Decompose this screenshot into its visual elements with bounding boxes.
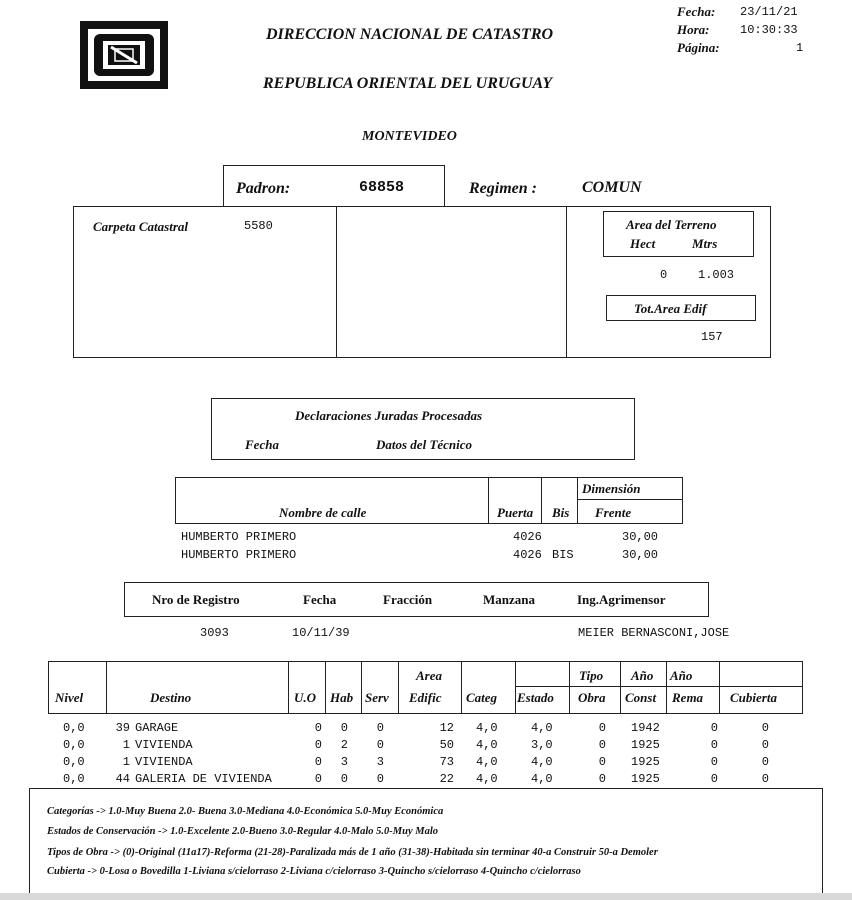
legend-box [29,788,823,896]
pagina-label: Página: [677,40,720,55]
manzana-label: Manzana [483,592,535,607]
constr-row-4-tipo: 0 [598,772,606,786]
legend-tipos-obra: Tipos de Obra -> (0)-Original (11a17)-Reforma (21-28)-Paralizada más de 1 año (31-38)-Habitada sin terminar 40-a Construir 50-a Demoler [47,847,658,858]
divider [325,661,326,714]
registro-fecha-value: 10/11/39 [292,626,350,640]
tipo-header: Tipo [579,668,604,683]
nivel-header: Nivel [55,690,84,705]
divider [666,661,667,714]
regimen-label: Regimen : [469,180,537,197]
estado-header: Estado [517,690,554,705]
fecha-label: Fecha: [677,4,716,19]
rema-anio-header: Año [670,668,693,683]
mtrs-value: 1.003 [698,268,735,282]
bis-label: Bis [552,505,570,520]
cubierta-header: Cubierta [730,690,777,705]
header-title-2: REPUBLICA ORIENTAL DEL URUGUAY [263,75,553,92]
mtrs-label: Mtrs [692,236,718,251]
hora-label: Hora: [677,22,710,37]
constr-row-1-area: 12 [439,721,454,735]
constr-row-1-cub: 0 [761,721,769,735]
divider [288,661,289,714]
constr-row-1-destino: GARAGE [135,721,179,735]
constr-row-2-nivel: 0,0 [63,738,85,752]
constr-row-4-destino: GALERIA DE VIVIENDA [135,772,272,786]
divider [515,661,516,714]
constr-row-4-rema: 0 [710,772,718,786]
divider [515,686,803,687]
constr-row-3-categ: 4,0 [476,755,498,769]
constr-row-3-uo: 0 [314,755,322,769]
categ-header: Categ [466,690,498,705]
constr-row-3-destino: VIVIENDA [135,755,193,769]
divider [577,477,578,524]
constr-row-1-rema: 0 [710,721,718,735]
divider [569,661,570,714]
constr-row-4-hab: 0 [340,772,348,786]
datos-tecnico-label: Datos del Técnico [376,437,473,452]
constr-row-2-uo: 0 [314,738,322,752]
declaraciones-title: Declaraciones Juradas Procesadas [295,408,483,423]
constr-row-3-const: 1925 [631,755,660,769]
calle-row-2-puerta: 4026 [513,548,542,562]
padron-label: Padron: [236,180,291,197]
dimension-label: Dimensión [582,481,641,496]
carpeta-value: 5580 [244,219,273,233]
legend-cubierta: Cubierta -> 0-Losa o Bovedilla 1-Liviana s/cielorraso 2-Liviana c/cielorraso 3-Quincho s/cielorraso 4-Quincho c/cielorraso [47,866,581,877]
constr-row-3-cub: 0 [761,755,769,769]
constr-row-2-estado: 3,0 [531,738,553,752]
destino-header: Destino [150,690,192,705]
carpeta-label: Carpeta Catastral [93,219,188,234]
divider [461,661,462,714]
hab-header: Hab [330,690,354,705]
calle-row-1-puerta: 4026 [513,530,542,544]
divider [106,661,107,714]
rema-header: Rema [672,690,704,705]
constr-row-3-rema: 0 [710,755,718,769]
constr-row-4-categ: 4,0 [476,772,498,786]
declaraciones-fecha-label: Fecha [245,437,279,452]
constr-row-2-area: 50 [439,738,454,752]
hect-value: 0 [660,268,668,282]
divider [398,661,399,714]
padron-value: 68858 [359,179,405,196]
catastro-logo [79,20,169,90]
frente-label: Frente [595,505,632,520]
constr-row-1-categ: 4,0 [476,721,498,735]
serv-header: Serv [365,690,389,705]
ing-agrimensor-label: Ing.Agrimensor [577,592,666,607]
divider [566,206,567,358]
constr-row-4-cub: 0 [761,772,769,786]
divider [361,661,362,714]
bottom-scrollbar[interactable] [0,893,852,900]
nro-registro-value: 3093 [200,626,229,640]
fraccion-label: Fracción [383,592,433,607]
constr-row-1-hab: 0 [340,721,348,735]
header-title-1: DIRECCION NACIONAL DE CATASTRO [266,26,554,43]
divider [577,499,683,500]
constr-row-4-uo: 0 [314,772,322,786]
constr-row-2-serv: 0 [376,738,384,752]
hora-value: 10:30:33 [740,23,798,37]
legend-categorias: Categorías -> 1.0-Muy Buena 2.0- Buena 3.0-Mediana 4.0-Económica 5.0-Muy Económica [47,806,444,817]
constr-row-2-cod: 1 [122,738,130,752]
edific-header: Edific [409,690,442,705]
tot-area-label: Tot.Area Edif [634,301,707,316]
regimen-value: COMUN [582,179,642,196]
constr-row-3-estado: 4,0 [531,755,553,769]
divider [719,661,720,714]
constr-row-4-const: 1925 [631,772,660,786]
obra-header: Obra [578,690,606,705]
constr-row-4-serv: 0 [376,772,384,786]
constr-row-1-nivel: 0,0 [63,721,85,735]
constr-row-4-estado: 4,0 [531,772,553,786]
constr-row-3-cod: 1 [122,755,130,769]
ing-agrimensor-value: MEIER BERNASCONI,JOSE [578,626,730,640]
divider [620,661,621,714]
constr-row-3-tipo: 0 [598,755,606,769]
constr-row-2-categ: 4,0 [476,738,498,752]
fecha-value: 23/11/21 [740,5,798,19]
const-header: Const [625,690,657,705]
constr-row-2-rema: 0 [710,738,718,752]
calle-row-2-bis: BIS [552,548,574,562]
constr-row-3-hab: 3 [340,755,348,769]
anio-header: Año [631,668,654,683]
area-header: Area [416,668,442,683]
constr-row-2-const: 1925 [631,738,660,752]
city-title: MONTEVIDEO [362,129,457,144]
constr-row-3-area: 73 [439,755,454,769]
calle-row-2-frente: 30,00 [622,548,659,562]
nombre-calle-label: Nombre de calle [279,505,367,520]
tot-area-value: 157 [701,330,723,344]
legend-estados: Estados de Conservación -> 1.0-Excelente 2.0-Bueno 3.0-Regular 4.0-Malo 5.0-Muy Malo [47,826,438,837]
puerta-label: Puerta [497,505,534,520]
constr-row-2-hab: 2 [340,738,348,752]
constr-row-1-uo: 0 [314,721,322,735]
divider [488,477,489,524]
calle-row-1-frente: 30,00 [622,530,659,544]
area-terreno-label: Area del Terreno [626,217,717,232]
registro-fecha-label: Fecha [303,592,337,607]
constr-row-2-destino: VIVIENDA [135,738,193,752]
calle-row-1-nombre: HUMBERTO PRIMERO [181,530,297,544]
constr-row-1-cod: 39 [115,721,130,735]
constr-row-1-const: 1942 [631,721,660,735]
constr-row-3-nivel: 0,0 [63,755,85,769]
constr-row-4-cod: 44 [115,772,130,786]
pagina-value: 1 [796,41,804,55]
constr-row-4-area: 22 [439,772,454,786]
nro-registro-label: Nro de Registro [152,592,240,607]
constr-row-1-tipo: 0 [598,721,606,735]
constr-row-2-cub: 0 [761,738,769,752]
constr-row-1-serv: 0 [376,721,384,735]
calle-row-2-nombre: HUMBERTO PRIMERO [181,548,297,562]
divider [336,206,337,358]
hect-label: Hect [630,236,656,251]
constr-row-4-nivel: 0,0 [63,772,85,786]
constr-row-3-serv: 3 [376,755,384,769]
constr-row-1-estado: 4,0 [531,721,553,735]
constr-row-2-tipo: 0 [598,738,606,752]
uo-header: U.O [294,690,317,705]
divider [541,477,542,524]
